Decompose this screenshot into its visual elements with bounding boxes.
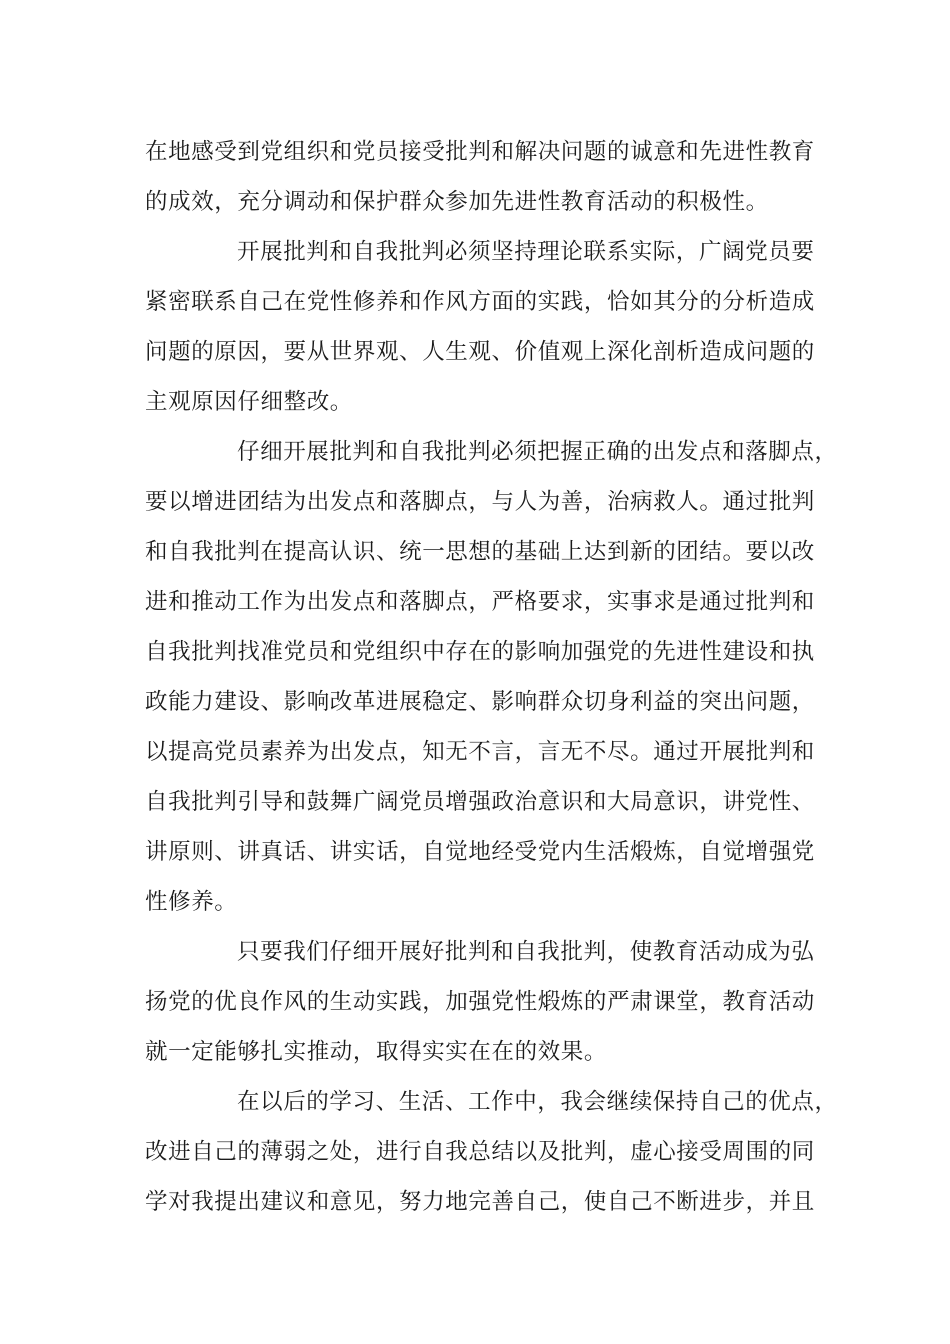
text-line: 自我批判找准党员和党组织中存在的影响加强党的先进性建设和执 bbox=[145, 639, 815, 665]
text-line: 主观原因仔细整改。 bbox=[145, 389, 353, 415]
text-line: 讲原则、讲真话、讲实话，自觉地经受党内生活煅炼，自觉增强党 bbox=[145, 839, 815, 865]
text-line: 学对我提出建议和意见，努力地完善自己，使自己不断进步，并且 bbox=[145, 1189, 815, 1215]
text-line: 性修养。 bbox=[145, 889, 238, 915]
text-line: 问题的原因，要从世界观、人生观、价值观上深化剖析造成问题的 bbox=[145, 339, 815, 365]
text-line: 扬党的优良作风的生动实践，加强党性煅炼的严肃课堂，教育活动 bbox=[145, 989, 815, 1015]
text-line: 自我批判引导和鼓舞广阔党员增强政治意识和大局意识，讲党性、 bbox=[145, 789, 815, 815]
text-line: 政能力建设、影响改革进展稳定、影响群众切身利益的突出问题， bbox=[145, 689, 815, 715]
text-line: 的成效，充分调动和保护群众参加先进性教育活动的积极性。 bbox=[145, 189, 769, 215]
paragraph-start-line: 开展批判和自我批判必须坚持理论联系实际，广阔党员要 bbox=[237, 239, 815, 265]
paragraph-start-line: 在以后的学习、生活、工作中，我会继续保持自己的优点， bbox=[237, 1089, 838, 1115]
text-line: 紧密联系自己在党性修养和作风方面的实践，恰如其分的分析造成 bbox=[145, 289, 815, 315]
text-line: 要以增进团结为出发点和落脚点，与人为善，治病救人。通过批判 bbox=[145, 489, 815, 515]
paragraph-start-line: 只要我们仔细开展好批判和自我批判，使教育活动成为弘 bbox=[237, 939, 815, 965]
text-line: 和自我批判在提高认识、统一思想的基础上达到新的团结。要以改 bbox=[145, 539, 815, 565]
text-line: 在地感受到党组织和党员接受批判和解决问题的诚意和先进性教育 bbox=[145, 139, 815, 165]
text-line: 改进自己的薄弱之处，进行自我总结以及批判，虚心接受周围的同 bbox=[145, 1139, 815, 1165]
text-line: 进和推动工作为出发点和落脚点，严格要求，实事求是通过批判和 bbox=[145, 589, 815, 615]
text-line: 就一定能够扎实推动，取得实实在在的效果。 bbox=[145, 1039, 608, 1065]
text-line: 以提高党员素养为出发点，知无不言，言无不尽。通过开展批判和 bbox=[145, 739, 815, 765]
paragraph-start-line: 仔细开展批判和自我批判必须把握正确的出发点和落脚点， bbox=[237, 439, 838, 465]
